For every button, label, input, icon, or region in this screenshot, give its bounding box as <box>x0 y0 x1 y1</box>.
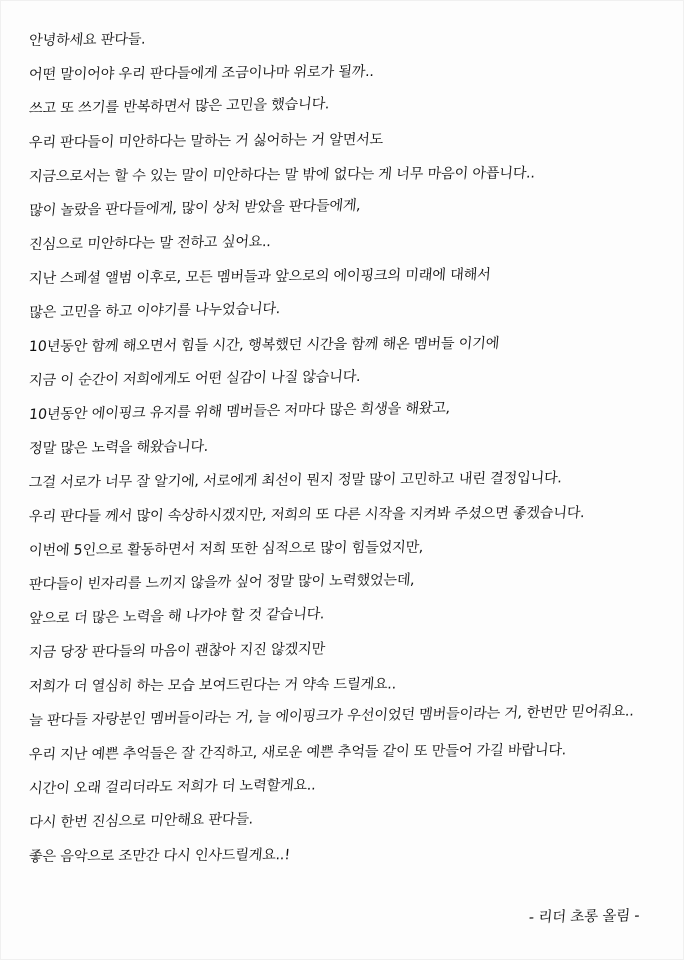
letter-line: 앞으로 더 많은 노력을 해 나가야 할 것 같습니다. <box>28 606 326 627</box>
letter-line: 판다들이 빈자리를 느끼지 않을까 싶어 정말 많이 노력했었는데, <box>28 572 416 593</box>
letter-line: 쓰고 또 쓰기를 반복하면서 많은 고민을 했습니다. <box>28 96 331 117</box>
letter-line: 많은 고민을 하고 이야기를 나누었습니다. <box>28 301 282 321</box>
letter-line: 지난 스페셜 앨범 이후로, 모든 멤버들과 앞으로의 에이핑크의 미래에 대해서 <box>28 266 492 287</box>
letter-line: 정말 많은 노력을 해왔습니다. <box>28 438 209 457</box>
letter-line: 진심으로 미안하다는 말 전하고 싶어요.. <box>28 234 272 253</box>
letter-line: 지금 이 순간이 저희에게도 어떤 실감이 나질 않습니다. <box>28 368 362 389</box>
letter-line: 늘 판다들 자랑분인 멤버들이라는 거, 늘 에이핑크가 우선이었던 멤버들이라는 거, 한번만 믿어줘요.. <box>28 703 635 729</box>
letter-line: 시간이 오래 걸리더라도 저희가 더 노력할게요.. <box>28 777 317 797</box>
signature: - 리더 초롱 올림 - <box>528 908 641 926</box>
letter-line: 지금으로서는 할 수 있는 말이 미안하다는 말 밖에 없다는 게 너무 마음이 아픕니다.. <box>28 165 536 185</box>
letter-line: 우리 판다들이 미안하다는 말하는 거 싫어하는 거 알면서도 <box>28 131 384 151</box>
letter-line: 우리 지난 예쁜 추억들은 잘 간직하고, 새로운 예쁜 추억들 같이 또 만들어 가길 바랍니다. <box>28 742 567 763</box>
letter-line: 10년동안 함께 해오면서 힘들 시간, 행복했던 시간을 함께 해온 멤버들 이기에 <box>28 335 500 355</box>
letter-line: 우리 판다들 께서 많이 속상하시겠지만, 저희의 또 다른 시작을 지켜봐 주셨으면 좋겠습니다. <box>28 505 586 525</box>
letter-line: 지금 당장 판다들의 마음이 괜찮아 지진 않겠지만 <box>28 641 326 661</box>
letter-line: 어떤 말이어야 우리 판다들에게 조금이나마 위로가 될까.. <box>28 63 375 83</box>
letter-line: 저희가 더 열심히 하는 모습 보여드린다는 거 약속 드릴게요.. <box>28 676 397 695</box>
letter-line: 많이 놀랐을 판다들에게, 많이 상처 받았을 판다들에게, <box>28 197 362 219</box>
letter-line: 이번에 5인으로 활동하면서 저희 또한 심적으로 많이 힘들었지만, <box>28 539 424 559</box>
letter-line: 좋은 음악으로 조만간 다시 인사드릴게요..! <box>28 847 291 865</box>
letter-line: 10년동안 에이핑크 유지를 위해 멤버들은 저마다 많은 희생을 해왔고, <box>28 400 451 423</box>
letter-line: 그걸 서로가 너무 잘 알기에, 서로에게 최선이 뭔지 정말 많이 고민하고 내린 결정입니다. <box>28 470 563 491</box>
letter-line: 안녕하세요 판다들. <box>28 31 147 49</box>
letter-body <box>28 31 654 884</box>
letter-line: 다시 한번 진심으로 미안해요 판다들. <box>28 811 255 831</box>
signature-block <box>529 905 640 926</box>
